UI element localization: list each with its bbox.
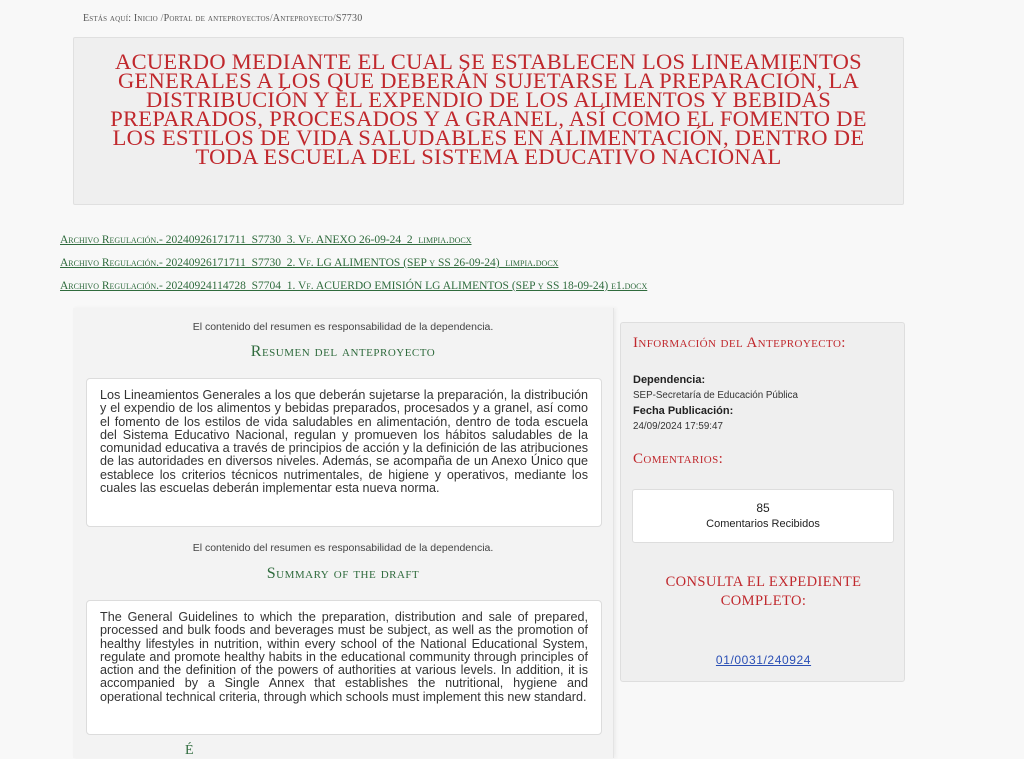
summary-heading: Resumen del anteproyecto xyxy=(250,343,436,360)
cut-off-heading: É xyxy=(185,743,194,758)
summary-en-note: El contenido del resumen es responsabilidad de la dependencia. xyxy=(192,542,494,554)
comments-heading: Comentarios: xyxy=(633,451,724,467)
dependencia-value: SEP-Secretaría de Educación Pública xyxy=(633,390,799,401)
consulta-heading: CONSULTA EL EXPEDIENTE COMPLETO: xyxy=(665,574,862,609)
expediente-link[interactable]: 01/0031/240924 xyxy=(715,653,812,667)
info-heading: Información del Anteproyecto: xyxy=(633,335,846,351)
page-title: ACUERDO MEDIANTE EL CUAL SE ESTABLECEN LOS LINEAMIENTOS GENERALES A LOS QUE DEBERÁN SUJETARSE LA PREPARACIÓN, LA DISTRIBUCIÓN Y EL EXPENDIO DE LOS ALIMENTOS Y BEBIDAS PREPARADOS, PROCESADOS Y A GRANEL, ASÍ COMO EL FOMENTO DE LOS ESTILOS DE VIDA SALUDABLES EN ALIMENTACIÓN, DENTRO DE TODA ESCUELA DEL SISTEMA EDUCATIVO NACIONAL xyxy=(110,49,867,169)
breadcrumb-home[interactable]: Inicio xyxy=(133,13,158,24)
breadcrumb-portal[interactable]: Portal de anteproyectos xyxy=(163,13,270,24)
file-list xyxy=(60,234,647,303)
main-content xyxy=(73,308,614,758)
summary-note: El contenido del resumen es responsabilidad de la dependencia. xyxy=(192,321,494,333)
comments-label: Comentarios Recibidos xyxy=(706,518,820,530)
file-link-lg-alimentos[interactable]: Archivo Regulación.- 20240926171711_S7730_2. Vf. LG ALIMENTOS (SEP y SS 26-09-24)_limpia.docx xyxy=(60,257,559,269)
summary-en-heading: Summary of the draft xyxy=(266,565,420,582)
dependencia-label: Dependencia: xyxy=(633,374,706,386)
info-sidebar xyxy=(620,322,905,682)
comments-count: 85 xyxy=(756,501,770,515)
breadcrumb-current: S7730 xyxy=(335,13,363,24)
breadcrumb-anteproyecto[interactable]: Anteproyecto xyxy=(272,13,333,24)
breadcrumb: Estás aquí: Inicio /Portal de anteproyectos/Anteproyecto/S7730 xyxy=(83,13,363,24)
file-link-acuerdo[interactable]: Archivo Regulación.- 20240924114728_S7704_1. Vf. ACUERDO EMISIÓN LG ALIMENTOS (SEP y SS 18-09-24) e1.docx xyxy=(60,280,648,292)
fecha-value: 24/09/2024 17:59:47 xyxy=(633,421,723,432)
breadcrumb-prefix: Estás aquí: xyxy=(83,13,132,24)
comments-count-card[interactable] xyxy=(632,489,894,543)
title-box xyxy=(73,37,904,205)
file-link-anexo[interactable]: Archivo Regulación.- 20240926171711_S7730_3. Vf. ANEXO 26-09-24_2_limpia.docx xyxy=(60,234,472,246)
summary-text: Los Lineamientos Generales a los que deberán sujetarse la preparación, la distribución y el expendio de los alimentos y bebidas preparados, procesados y a granel, así como el fomento de los estilos de vida saludables en alimentación, dentro de toda escuela del Sistema Educativo Nacional, regulan y promueven los hábitos saludables de la comunidad educativa a través de principios de acción y la definición de las atribuciones de las autoridades en diversos niveles. Además, se acompaña de un Anexo Único que establece los criterios técnicos nutrimentales, de higiene y operativos, mediante los cuales las escuelas deberán implementar esta nueva norma. xyxy=(86,378,602,527)
fecha-label: Fecha Publicación: xyxy=(633,405,734,417)
summary-en-text: The General Guidelines to which the preparation, distribution and sale of prepared, processed and bulk foods and beverages must be subject, as well as the promotion of healthy lifestyles in nutrition, within every school of the National Educational System, regulate and promote healthy habits in the educational community through principles of action and the definition of the powers of authorities at various levels. In addition, it is accompanied by a Single Annex that establishes the nutritional, hygiene and operational technical criteria, through which schools must implement this new standard. xyxy=(86,600,602,735)
